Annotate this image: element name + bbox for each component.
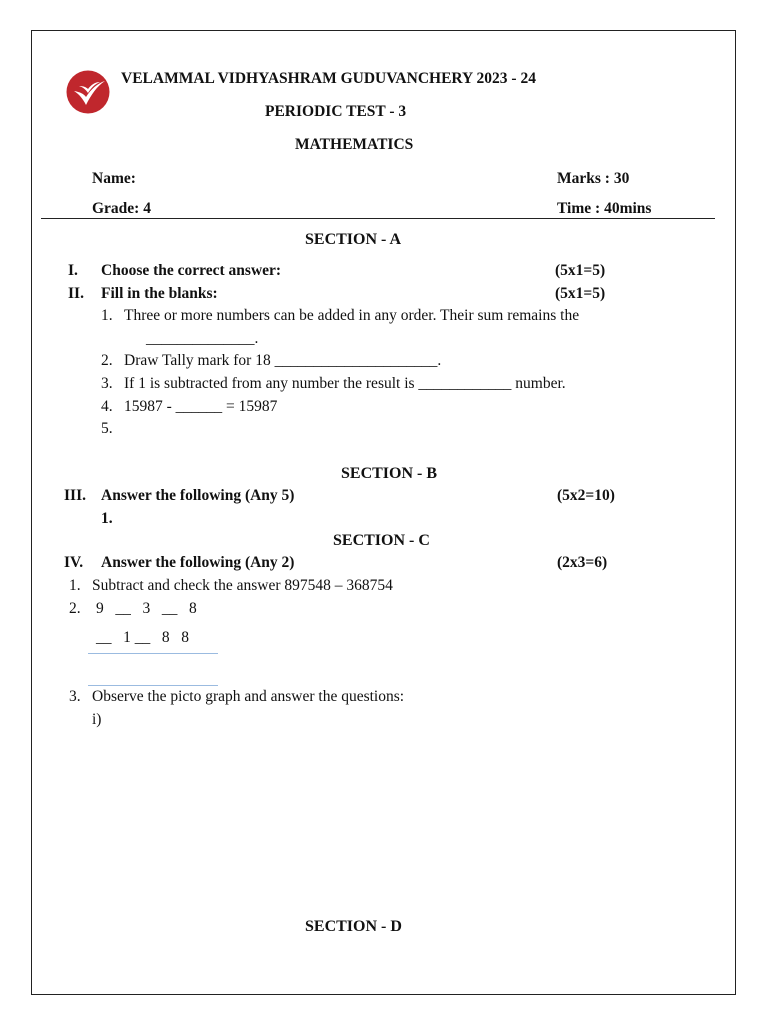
q4-item-1-text: Subtract and check the answer 897548 – 368754	[92, 577, 393, 594]
q4-marks: (2x3=6)	[557, 554, 608, 571]
subject-title: MATHEMATICS	[295, 136, 414, 153]
q4-item-2-number: 2.	[69, 600, 81, 617]
school-name: VELAMMAL VIDHYASHRAM GUDUVANCHERY 2023 - 24	[121, 70, 536, 87]
q2-item-4-text: 15987 - ______ = 15987	[124, 398, 278, 415]
q3-number: III.	[64, 487, 86, 504]
q3-marks: (5x2=10)	[557, 487, 615, 504]
q4-item-3-number: 3.	[69, 688, 81, 705]
q4-item-3-text: Observe the picto graph and answer the questions:	[92, 688, 405, 705]
section-c-title: SECTION - C	[333, 532, 430, 549]
section-b-title: SECTION - B	[341, 465, 438, 482]
answer-line-top	[88, 653, 218, 654]
page-border	[31, 30, 736, 995]
section-a-title: SECTION - A	[305, 231, 402, 248]
subtraction-row-2: __ 1 __ 8 8	[96, 629, 189, 646]
q2-item-3-number: 3.	[101, 375, 113, 392]
marks-label: Marks : 30	[557, 170, 630, 187]
time-label: Time : 40mins	[557, 200, 652, 217]
subtraction-row-1: 9 __ 3 __ 8	[96, 600, 197, 617]
q3-text: Answer the following (Any 5)	[101, 487, 295, 504]
q2-item-1-blank: ______________.	[146, 330, 259, 347]
q4-item-3-sub: i)	[92, 711, 102, 728]
q4-text: Answer the following (Any 2)	[101, 554, 295, 571]
grade-label: Grade: 4	[92, 200, 151, 217]
q3-item-1-number: 1.	[101, 510, 113, 527]
test-title: PERIODIC TEST - 3	[265, 103, 407, 120]
q2-text: Fill in the blanks:	[101, 285, 218, 302]
q2-item-3-text: If 1 is subtracted from any number the result is ____________ number.	[124, 375, 566, 392]
q2-marks: (5x1=5)	[555, 285, 606, 302]
answer-line-bottom	[88, 685, 218, 686]
section-d-title: SECTION - D	[305, 918, 402, 935]
header-divider	[41, 218, 715, 219]
q2-item-4-number: 4.	[101, 398, 113, 415]
q1-text: Choose the correct answer:	[101, 262, 282, 279]
name-label: Name:	[92, 170, 136, 187]
q1-marks: (5x1=5)	[555, 262, 606, 279]
q2-item-2-number: 2.	[101, 352, 113, 369]
q2-item-5-number: 5.	[101, 420, 113, 437]
school-logo	[66, 69, 110, 115]
q2-number: II.	[68, 285, 84, 302]
q4-number: IV.	[64, 554, 84, 571]
q2-item-1-text: Three or more numbers can be added in any order. Their sum remains the	[124, 307, 580, 324]
q2-item-1-number: 1.	[101, 307, 113, 324]
q4-item-1-number: 1.	[69, 577, 81, 594]
q2-item-2-text: Draw Tally mark for 18 _____________________.	[124, 352, 442, 369]
q1-number: I.	[68, 262, 78, 279]
